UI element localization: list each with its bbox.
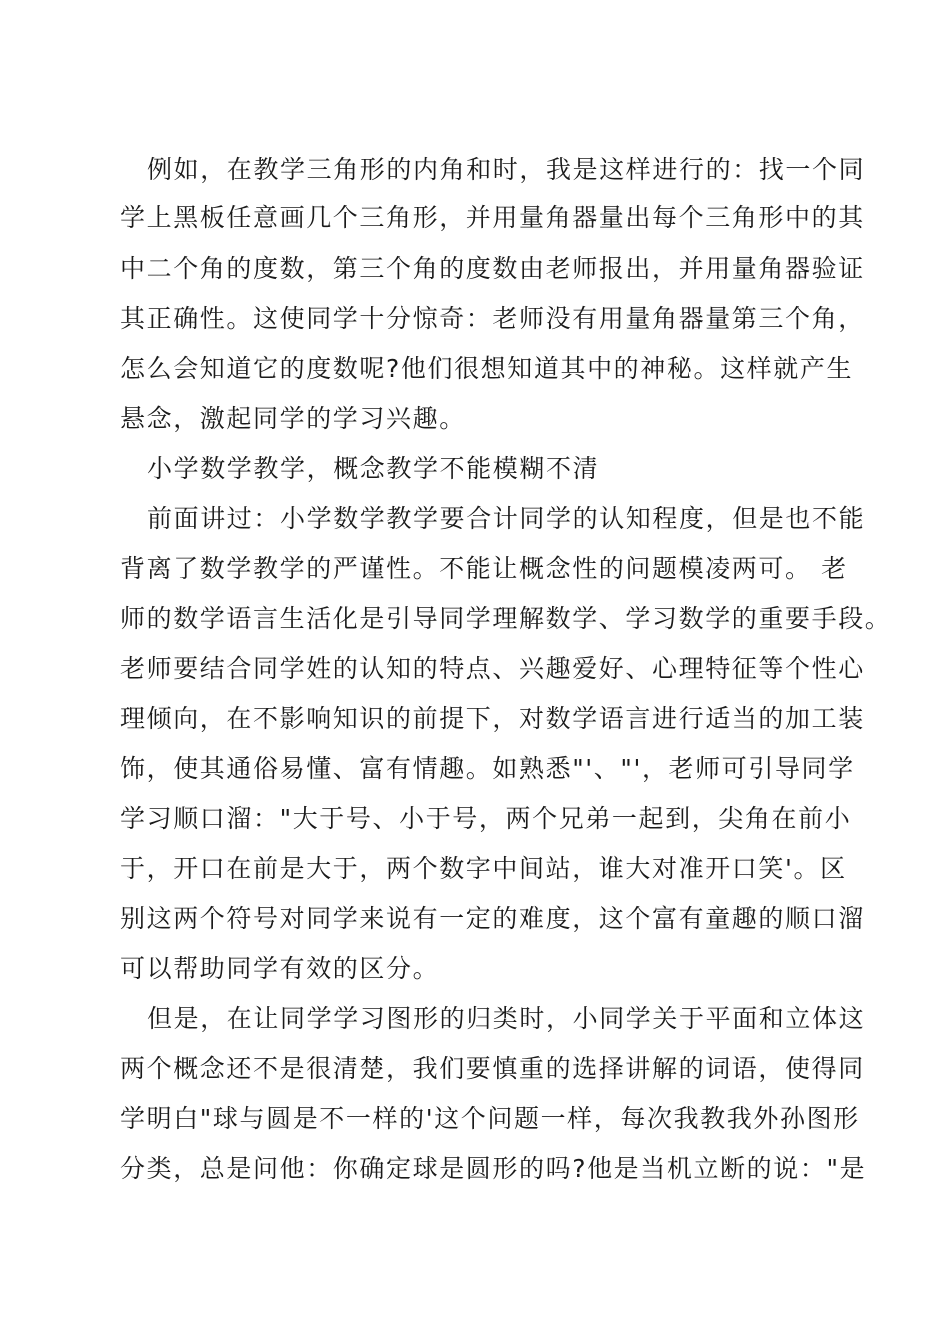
paragraph-1-line-5: 怎么会知道它的度数呢?他们很想知道其中的神秘。这样就产生: [120, 354, 854, 383]
paragraph-3-line-8: 于，开口在前是大于，两个数字中间站，谁大对准开口笑'。区: [120, 854, 847, 883]
paragraph-3-line-5: 理倾向，在不影响知识的前提下，对数学语言进行适当的加工装: [120, 704, 865, 733]
paragraph-1-line-3: 中二个角的度数，第三个角的度数由老师报出，并用量角器验证: [120, 254, 865, 283]
paragraph-1-line-1: 例如，在教学三角形的内角和时，我是这样进行的：找一个同: [147, 155, 866, 184]
paragraph-4-line-2: 两个概念还不是很清楚，我们要慎重的选择讲解的词语，使得同: [120, 1054, 865, 1083]
paragraph-3-line-2: 背离了数学教学的严谨性。不能让概念性的问题模凌两可。 老: [120, 554, 848, 583]
paragraph-4-line-1: 但是，在让同学学习图形的归类时，小同学关于平面和立体这: [147, 1004, 866, 1033]
paragraph-3-line-3: 师的数学语言生活化是引导同学理解数学、学习数学的重要手段。: [120, 604, 892, 633]
paragraph-3-line-6: 饰，使其通俗易懂、富有情趣。如熟悉"'、"'，老师可引导同学: [120, 754, 855, 783]
paragraph-4-line-3: 学明白"球与圆是不一样的'这个问题一样，每次我教我外孙图形: [120, 1104, 860, 1133]
paragraph-3-line-4: 老师要结合同学姓的认知的特点、兴趣爱好、心理特征等个性心: [120, 654, 865, 683]
paragraph-3-line-9: 别这两个符号对同学来说有一定的难度，这个富有童趣的顺口溜: [120, 904, 865, 933]
paragraph-3-line-7: 学习顺口溜："大于号、小于号，两个兄弟一起到，尖角在前小: [120, 804, 852, 833]
section-heading: 小学数学教学，概念教学不能模糊不清: [147, 454, 600, 483]
paragraph-1-line-2: 学上黑板任意画几个三角形，并用量角器量出每个三角形中的其: [120, 203, 865, 232]
paragraph-3-line-10: 可以帮助同学有效的区分。: [120, 954, 440, 983]
paragraph-1-line-4: 其正确性。这使同学十分惊奇：老师没有用量角器量第三个角，: [120, 304, 865, 333]
paragraph-1-line-6: 悬念，激起同学的学习兴趣。: [120, 404, 466, 433]
paragraph-3-line-1: 前面讲过：小学数学教学要合计同学的认知程度，但是也不能: [147, 504, 866, 533]
paragraph-4-line-4: 分类，总是问他：你确定球是圆形的吗?他是当机立断的说："是: [120, 1154, 867, 1183]
